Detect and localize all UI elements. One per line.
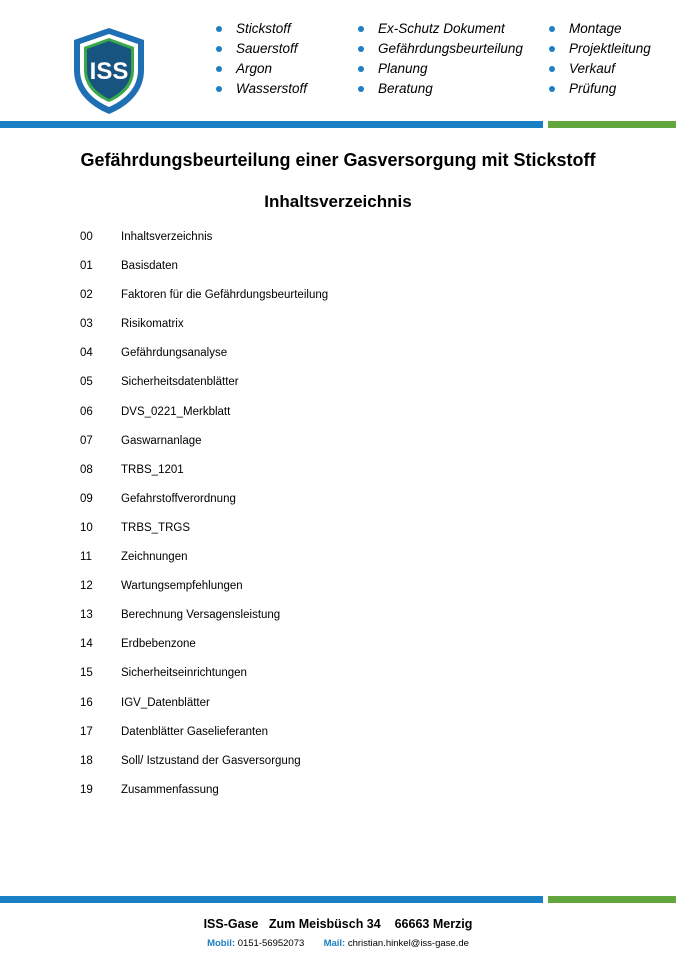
toc-number: 04	[80, 347, 93, 360]
service-item: Planung	[358, 59, 523, 79]
toc-entry-label: Sicherheitseinrichtungen	[121, 667, 247, 680]
toc-number: 18	[80, 754, 93, 767]
toc-entry-label: Faktoren für die Gefährdungsbeurteilung	[121, 289, 329, 302]
toc-entry-label: Basisdaten	[121, 260, 178, 273]
services-docs-list	[358, 19, 523, 99]
toc-number: 19	[80, 783, 93, 796]
footer-band-green	[548, 896, 676, 903]
toc-entry-label: Zusammenfassung	[121, 783, 219, 796]
toc-number: 01	[80, 260, 93, 273]
services-gases-list	[216, 19, 307, 99]
service-item: Stickstoff	[216, 19, 307, 39]
footer-address: ISS-Gase Zum Meisbüsch 34 66663 Merzig	[203, 917, 473, 931]
mobile-label: Mobil:	[207, 938, 236, 949]
footer-band-blue	[0, 896, 543, 903]
toc-entry-label: TRBS_1201	[121, 463, 184, 476]
header-band-green	[548, 121, 676, 128]
toc-entry-label: Zeichnungen	[121, 551, 188, 564]
mail-address[interactable]: christian.hinkel@iss-gase.de	[347, 938, 469, 949]
toc-number: 03	[80, 318, 93, 331]
page-header	[0, 0, 676, 130]
iss-logo	[70, 26, 148, 116]
toc-number: 06	[80, 405, 93, 418]
service-item: Projektleitung	[549, 39, 651, 59]
service-item: Verkauf	[549, 59, 651, 79]
toc-entry-label: DVS_0221_Merkblatt	[121, 405, 231, 418]
mobile-number: 0151-56952073	[237, 938, 305, 949]
toc-number: 09	[80, 492, 93, 505]
toc-entry-label: Wartungsempfehlungen	[121, 580, 243, 593]
toc-number: 00	[80, 231, 93, 243]
toc-number: 11	[80, 551, 92, 564]
svg-text:ISS: ISS	[89, 58, 129, 85]
toc-number: 13	[80, 609, 93, 622]
toc-number: 12	[80, 580, 93, 593]
toc-entry-label: Erdbebenzone	[121, 638, 196, 651]
toc-heading: Inhaltsverzeichnis	[264, 192, 412, 211]
header-band-blue	[0, 121, 543, 128]
service-item: Argon	[216, 59, 307, 79]
toc-number: 15	[80, 667, 93, 680]
toc-entry-label: Gefährdungsanalyse	[121, 347, 228, 360]
service-item: Prüfung	[549, 79, 651, 99]
toc-number: 08	[80, 463, 93, 476]
toc-entry-label: Gefahrstoffverordnung	[121, 492, 236, 505]
toc-entry-label: Berechnung Versagensleistung	[121, 609, 281, 622]
toc-number: 14	[80, 638, 93, 651]
toc-number: 10	[80, 521, 93, 534]
toc-number: 16	[80, 696, 93, 709]
service-item: Gefährdungsbeurteilung	[358, 39, 523, 59]
toc-entry-label: Soll/ Istzustand der Gasversorgung	[121, 754, 301, 767]
service-item: Montage	[549, 19, 651, 39]
footer-contact	[0, 938, 676, 949]
service-item: Wasserstoff	[216, 79, 307, 99]
service-item: Ex-Schutz Dokument	[358, 19, 523, 39]
toc-entry-label: Inhaltsverzeichnis	[121, 231, 213, 243]
document-title: Gefährdungsbeurteilung einer Gasversorgung mit Stickstoff	[80, 150, 596, 170]
toc-number: 02	[80, 289, 93, 302]
toc-entry-label: TRBS_TRGS	[121, 521, 191, 534]
toc-number: 17	[80, 725, 93, 738]
mail-label: Mail:	[323, 938, 346, 949]
services-project-list	[549, 19, 651, 99]
service-item: Beratung	[358, 79, 523, 99]
toc-entry-label: Gaswarnanlage	[121, 434, 202, 447]
toc-entry-label: Risikomatrix	[121, 318, 184, 331]
toc-number: 07	[80, 434, 93, 447]
toc-entry-label: Sicherheitsdatenblätter	[121, 376, 239, 389]
toc-entry-label: IGV_Datenblätter	[121, 696, 210, 709]
service-item: Sauerstoff	[216, 39, 307, 59]
toc-number: 05	[80, 376, 93, 389]
toc-entry-label: Datenblätter Gaselieferanten	[121, 725, 269, 738]
